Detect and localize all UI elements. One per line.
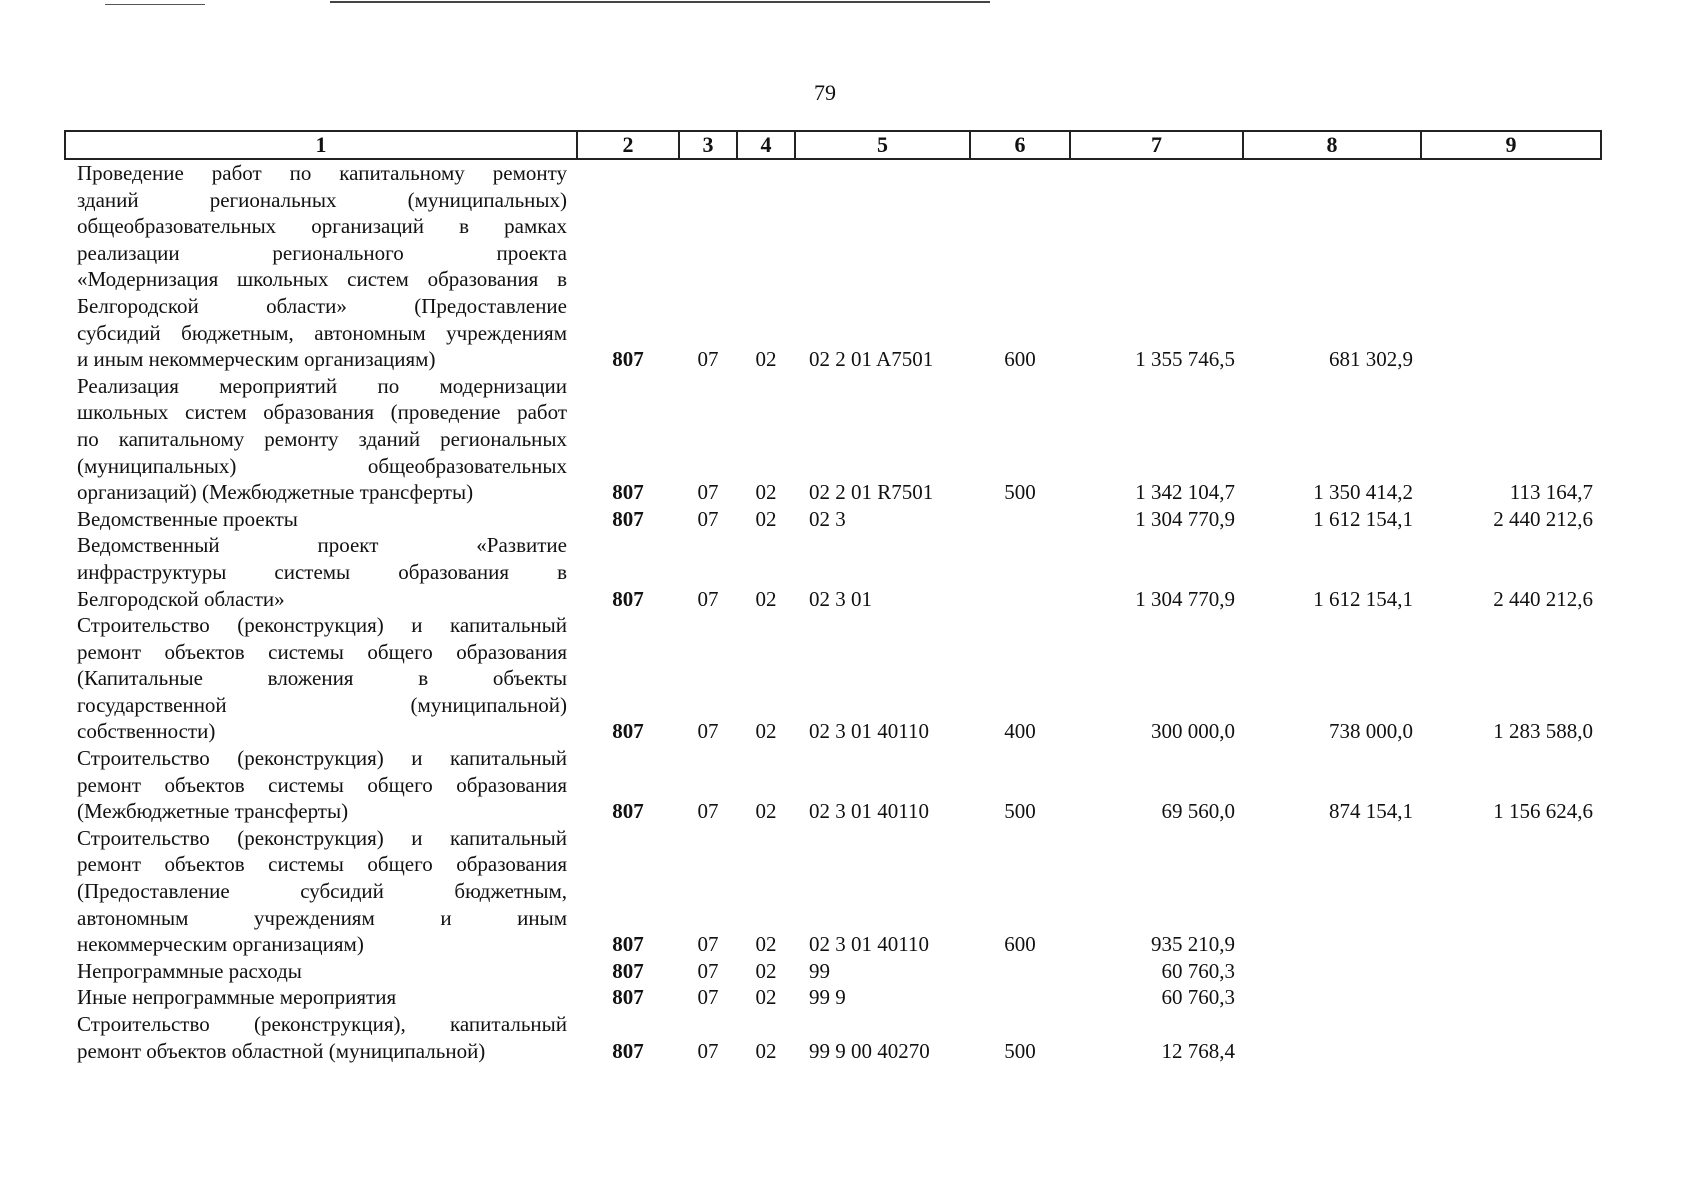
row-description	[65, 532, 577, 612]
target-article-code: 99 9	[809, 985, 846, 1010]
amount-year-3	[1421, 159, 1601, 373]
ministry-code: 807	[612, 1038, 644, 1063]
amount-year-1: 69 560,0	[1161, 799, 1235, 824]
expense-type-code: 600	[1004, 347, 1036, 372]
section-code: 07	[697, 480, 719, 505]
description-line: ремонт объектов областной (муниципальной)	[77, 1038, 486, 1063]
target-article-code: 02 3 01 40110	[809, 799, 929, 824]
row-description	[65, 984, 577, 1011]
amount-year-3: 2 440 212,6	[1493, 586, 1593, 611]
ministry-code: 807	[612, 958, 644, 983]
amount-year-2	[1243, 825, 1421, 958]
row-description	[65, 958, 577, 985]
amount-year-3	[1421, 1011, 1601, 1064]
expense-type-code: 500	[1004, 1038, 1036, 1063]
amount-year-1: 60 760,3	[1161, 985, 1235, 1010]
target-article-code: 02 3	[809, 506, 846, 531]
table-row	[65, 159, 1601, 373]
description-line: Строительство (реконструкция) и капитальный	[77, 613, 567, 638]
subsection-code: 02	[755, 932, 777, 957]
description-line: Белгородской области»	[77, 586, 285, 611]
table-row	[65, 745, 1601, 825]
subsection-code: 02	[755, 958, 777, 983]
amount-year-3	[1421, 984, 1601, 1011]
description-line: Строительство (реконструкция) и капитальный	[77, 746, 567, 771]
column-header-2: 2	[577, 131, 679, 159]
table-row	[65, 1011, 1601, 1064]
amount-year-2: 1 612 154,1	[1313, 586, 1413, 611]
ministry-code: 807	[612, 799, 644, 824]
description-line: Непрограммные расходы	[77, 958, 302, 983]
ministry-code: 807	[612, 932, 644, 957]
row-description	[65, 506, 577, 533]
table-row	[65, 825, 1601, 958]
table-row	[65, 506, 1601, 533]
description-line: автономным учреждениям и иным	[77, 905, 567, 930]
ministry-code: 807	[612, 480, 644, 505]
description-line: Реализация мероприятий по модернизации	[77, 373, 567, 398]
top-scan-line-left	[105, 4, 205, 5]
target-article-code: 02 2 01 A7501	[809, 347, 934, 372]
column-header-5: 5	[795, 131, 970, 159]
budget-table	[64, 130, 1602, 1064]
amount-year-3	[1421, 825, 1601, 958]
row-description	[65, 159, 577, 373]
description-line: «Модернизация школьных систем образования в	[77, 267, 567, 292]
description-line: субсидий бюджетным, автономным учреждениям	[77, 320, 567, 345]
expense-type-code	[970, 532, 1070, 612]
description-line: Белгородской области» (Предоставление	[77, 293, 567, 318]
column-header-9: 9	[1421, 131, 1601, 159]
column-header-1: 1	[65, 131, 577, 159]
ministry-code: 807	[612, 586, 644, 611]
description-line: школьных систем образования (проведение работ	[77, 400, 567, 425]
ministry-code: 807	[612, 985, 644, 1010]
top-scan-line-right	[330, 1, 990, 3]
table-row	[65, 373, 1601, 506]
amount-year-3: 113 164,7	[1509, 480, 1593, 505]
description-line: Ведомственные проекты	[77, 506, 298, 531]
section-code: 07	[697, 586, 719, 611]
row-description	[65, 825, 577, 958]
amount-year-1: 935 210,9	[1151, 932, 1235, 957]
column-header-6: 6	[970, 131, 1070, 159]
description-line: собственности)	[77, 719, 216, 744]
column-header-7: 7	[1070, 131, 1243, 159]
table-row	[65, 532, 1601, 612]
section-code: 07	[697, 506, 719, 531]
amount-year-2: 1 350 414,2	[1313, 480, 1413, 505]
amount-year-2: 738 000,0	[1329, 719, 1413, 744]
subsection-code: 02	[755, 480, 777, 505]
description-line: и иным некоммерческим организациям)	[77, 347, 436, 372]
subsection-code: 02	[755, 719, 777, 744]
table-row	[65, 958, 1601, 985]
amount-year-1: 12 768,4	[1161, 1038, 1235, 1063]
amount-year-1: 1 304 770,9	[1135, 586, 1235, 611]
table-row	[65, 984, 1601, 1011]
row-description	[65, 1011, 577, 1064]
description-line: (Межбюджетные трансферты)	[77, 799, 349, 824]
amount-year-2: 874 154,1	[1329, 799, 1413, 824]
amount-year-2	[1243, 984, 1421, 1011]
header-row	[65, 131, 1601, 159]
expense-type-code: 500	[1004, 799, 1036, 824]
section-code: 07	[697, 719, 719, 744]
amount-year-3: 2 440 212,6	[1493, 506, 1593, 531]
description-line: Строительство (реконструкция) и капитальный	[77, 825, 567, 850]
target-article-code: 02 2 01 R7501	[809, 480, 934, 505]
column-header-4: 4	[737, 131, 795, 159]
target-article-code: 02 3 01	[809, 586, 872, 611]
description-line: по капитальному ремонту зданий региональных	[77, 426, 567, 451]
column-header-3: 3	[679, 131, 737, 159]
description-line: ремонт объектов системы общего образования	[77, 639, 567, 664]
subsection-code: 02	[755, 799, 777, 824]
description-line: (муниципальных) общеобразовательных	[77, 453, 567, 478]
description-line: общеобразовательных организаций в рамках	[77, 214, 567, 239]
description-line: зданий региональных (муниципальных)	[77, 187, 567, 212]
amount-year-3: 1 283 588,0	[1493, 719, 1593, 744]
description-line: Проведение работ по капитальному ремонту	[77, 161, 567, 185]
section-code: 07	[697, 932, 719, 957]
section-code: 07	[697, 347, 719, 372]
expense-type-code: 500	[1004, 480, 1036, 505]
amount-year-2	[1243, 958, 1421, 985]
table-body	[65, 159, 1601, 1064]
target-article-code: 99	[809, 958, 830, 983]
section-code: 07	[697, 799, 719, 824]
subsection-code: 02	[755, 1038, 777, 1063]
ministry-code: 807	[612, 506, 644, 531]
description-line: ремонт объектов системы общего образования	[77, 772, 567, 797]
page-number: 79	[814, 80, 836, 105]
description-line: реализации регионального проекта	[77, 240, 567, 265]
amount-year-3: 1 156 624,6	[1493, 799, 1593, 824]
description-line: (Капитальные вложения в объекты	[77, 666, 567, 691]
expense-type-code	[970, 958, 1070, 985]
amount-year-2: 1 612 154,1	[1313, 506, 1413, 531]
amount-year-1: 300 000,0	[1151, 719, 1235, 744]
section-code: 07	[697, 958, 719, 983]
target-article-code: 02 3 01 40110	[809, 719, 929, 744]
description-line: (Предоставление субсидий бюджетным,	[77, 879, 567, 904]
column-header-8: 8	[1243, 131, 1421, 159]
subsection-code: 02	[755, 506, 777, 531]
subsection-code: 02	[755, 586, 777, 611]
description-line: Иные непрограммные мероприятия	[77, 985, 397, 1010]
expense-type-code	[970, 506, 1070, 533]
amount-year-3	[1421, 958, 1601, 985]
description-line: государственной (муниципальной)	[77, 692, 567, 717]
description-line: ремонт объектов системы общего образования	[77, 852, 567, 877]
description-line: Ведомственный проект «Развитие	[77, 533, 567, 558]
target-article-code: 99 9 00 40270	[809, 1038, 930, 1063]
expense-type-code: 600	[1004, 932, 1036, 957]
amount-year-2	[1243, 1011, 1421, 1064]
description-line: некоммерческим организациям)	[77, 932, 364, 957]
row-description	[65, 373, 577, 506]
expense-type-code	[970, 984, 1070, 1011]
ministry-code: 807	[612, 347, 644, 372]
subsection-code: 02	[755, 347, 777, 372]
table-row	[65, 612, 1601, 745]
target-article-code: 02 3 01 40110	[809, 932, 929, 957]
description-line: организаций) (Межбюджетные трансферты)	[77, 480, 474, 505]
amount-year-1: 60 760,3	[1161, 958, 1235, 983]
description-line: Строительство (реконструкция), капитальный	[77, 1012, 567, 1036]
amount-year-1: 1 304 770,9	[1135, 506, 1235, 531]
amount-year-1: 1 355 746,5	[1135, 347, 1235, 372]
amount-year-2: 681 302,9	[1329, 347, 1413, 372]
ministry-code: 807	[612, 719, 644, 744]
row-description	[65, 612, 577, 745]
row-description	[65, 745, 577, 825]
expense-type-code: 400	[1004, 719, 1036, 744]
section-code: 07	[697, 1038, 719, 1063]
amount-year-1: 1 342 104,7	[1135, 480, 1235, 505]
description-line: инфраструктуры системы образования в	[77, 559, 567, 584]
subsection-code: 02	[755, 985, 777, 1010]
section-code: 07	[697, 985, 719, 1010]
